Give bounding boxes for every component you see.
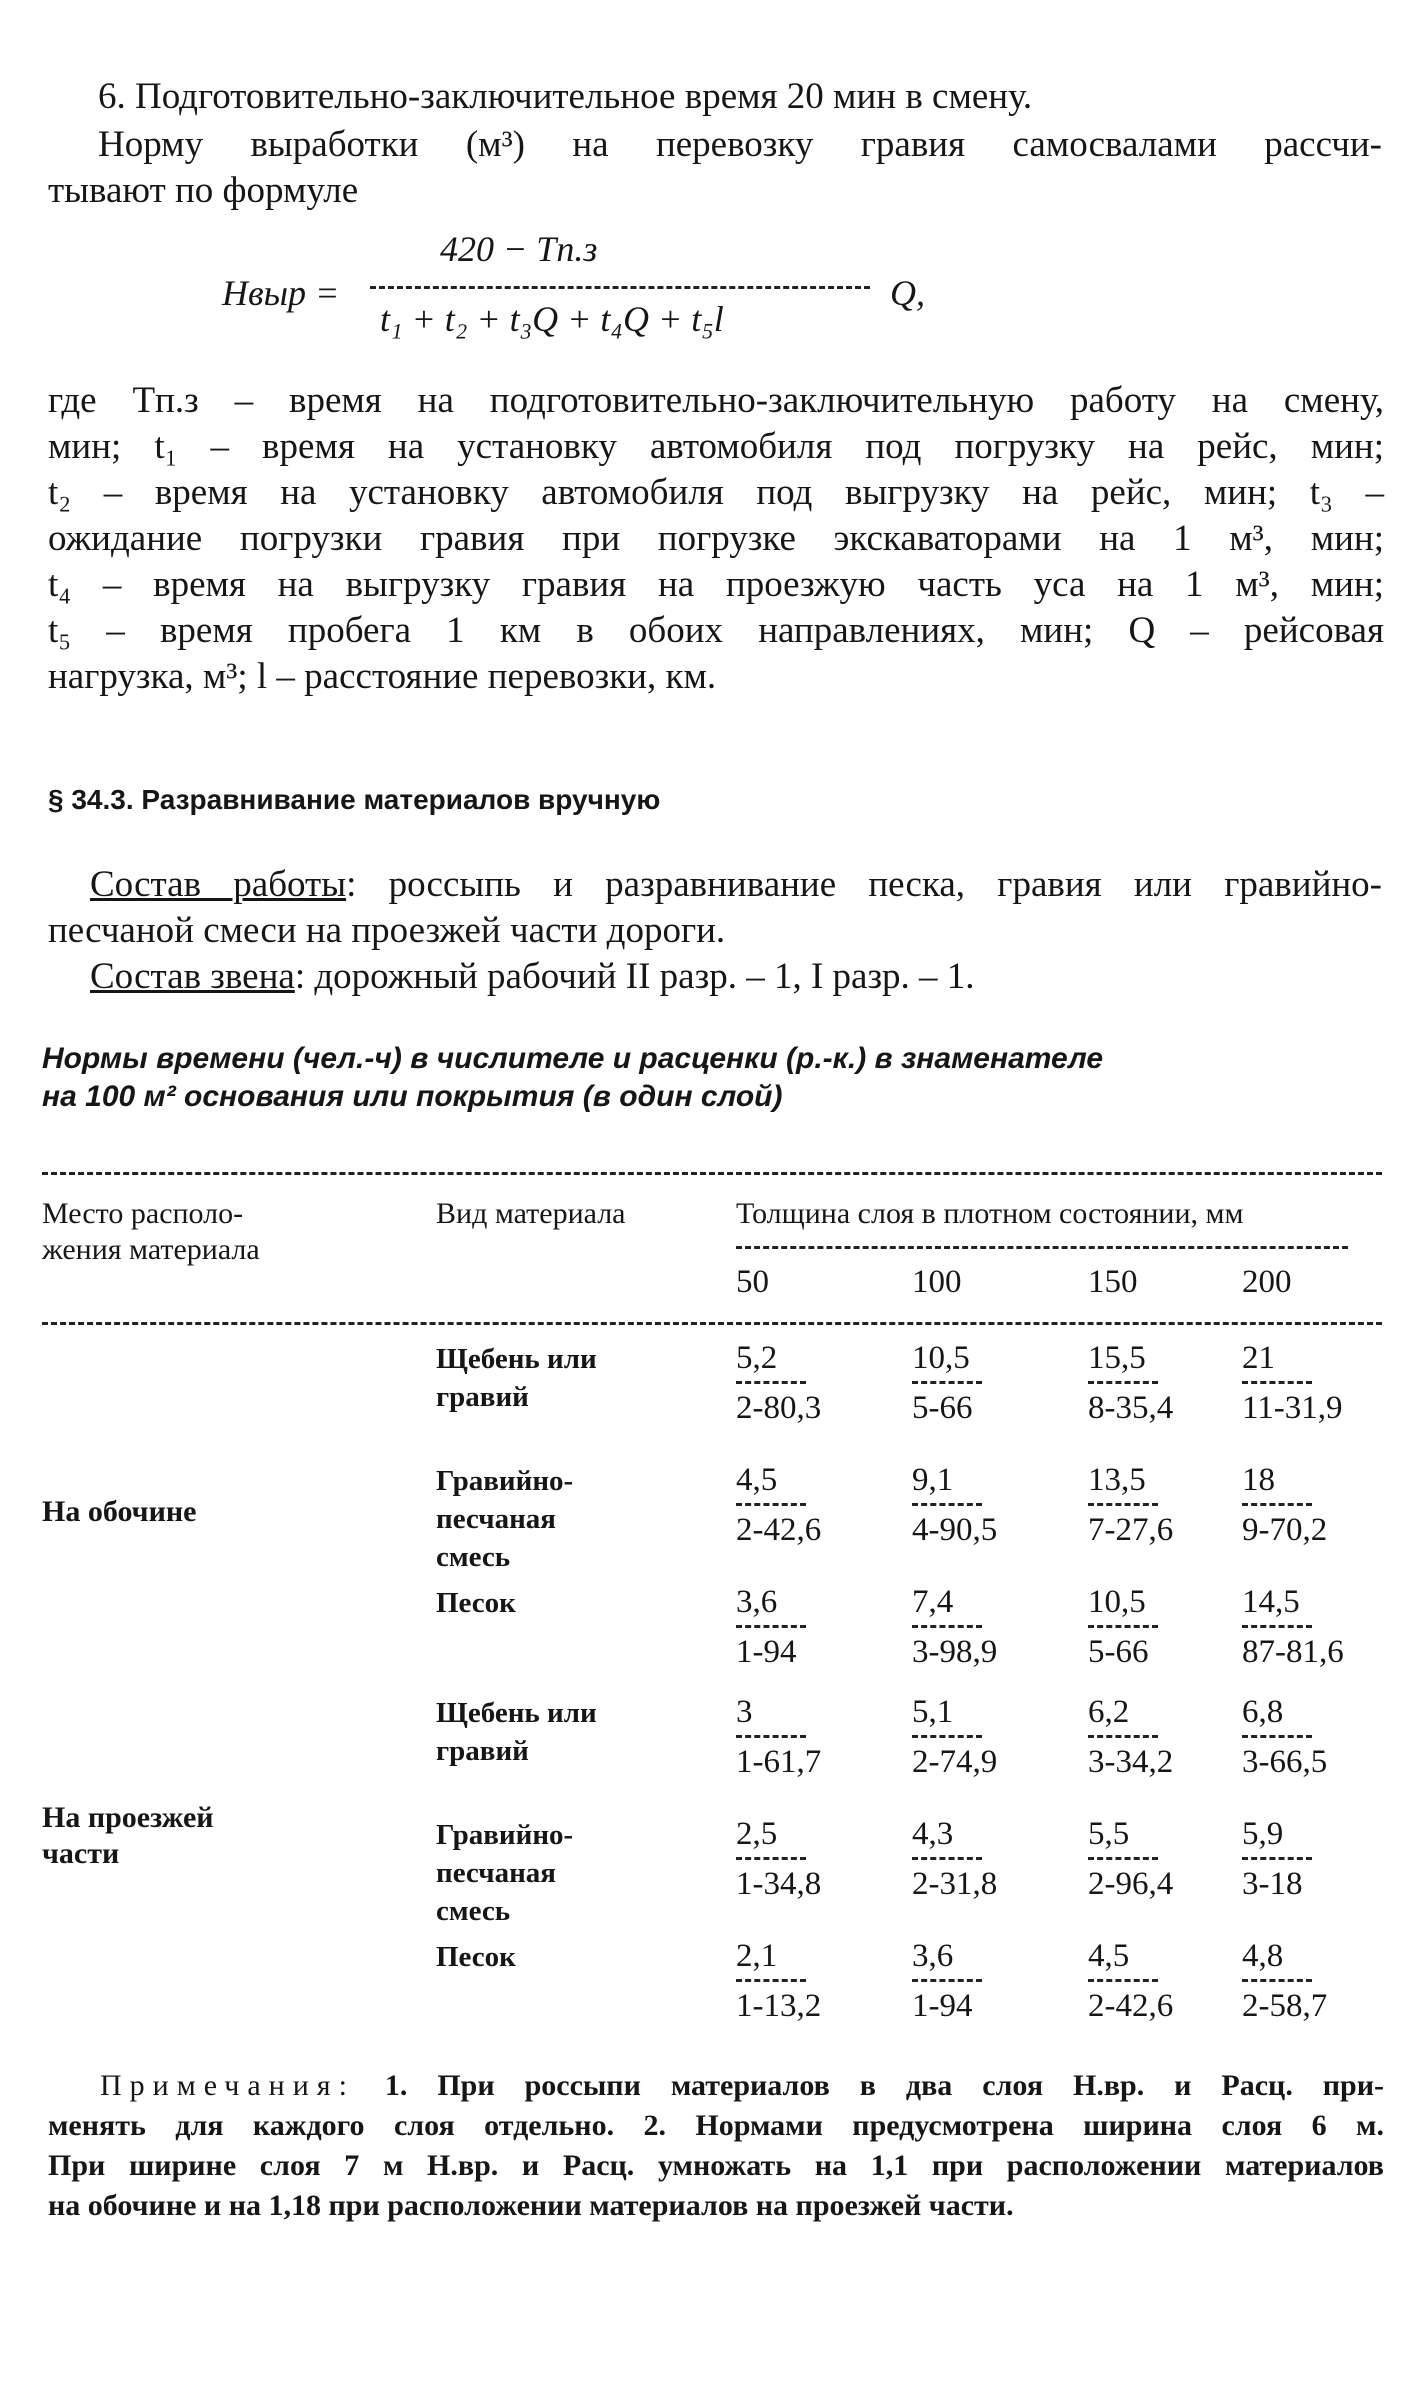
col-material-header: Вид материала bbox=[436, 1197, 626, 1230]
formula-numerator: 420 − Tп.з bbox=[440, 229, 598, 269]
material-name-line: Гравийно- bbox=[436, 1819, 574, 1851]
note-label: Примечания: bbox=[100, 2069, 355, 2102]
time-norm-value: 2,1 bbox=[736, 1938, 806, 1982]
table-top-rule bbox=[42, 1172, 1382, 1175]
rate-value: 1-94 bbox=[736, 1634, 797, 1670]
norm-cell bbox=[1088, 1694, 1173, 1781]
norm-cell bbox=[912, 1816, 997, 1903]
time-norm-value: 6,2 bbox=[1088, 1694, 1158, 1738]
rate-value: 7-27,6 bbox=[1088, 1512, 1174, 1548]
norm-cell bbox=[1088, 1816, 1173, 1903]
norm-cell bbox=[736, 1584, 806, 1671]
norm-cell bbox=[1088, 1340, 1173, 1427]
col-thickness-header: Толщина слоя в плотном состоянии, мм bbox=[736, 1197, 1244, 1230]
time-norm-value: 18 bbox=[1242, 1462, 1312, 1506]
material-name bbox=[436, 1340, 597, 1416]
time-norm-value: 4,5 bbox=[736, 1462, 806, 1506]
location-shoulder: На обочине bbox=[42, 1495, 197, 1528]
rate-value: 2-42,6 bbox=[736, 1512, 822, 1548]
crew-text: : дорожный рабочий II разр. – 1, I разр. – 1. bbox=[294, 956, 975, 997]
material-name-line: Песок bbox=[436, 1587, 516, 1619]
where-line-5: t₄ – время на выгрузку гравия на проезжую часть уса на 1 м³, мин; bbox=[48, 564, 1384, 605]
rate-value: 3-18 bbox=[1242, 1866, 1303, 1902]
work-text-2: песчаной смеси на проезжей части дороги. bbox=[48, 910, 726, 951]
thickness-200: 200 bbox=[1242, 1264, 1292, 1300]
note-line-3: При ширине слоя 7 м Н.вр. и Расц. умножать на 1,1 при расположении материалов bbox=[48, 2149, 1384, 2182]
thickness-subrule bbox=[736, 1246, 1348, 1249]
note-line-1: 1. При россыпи материалов в два слоя Н.вр. и Расц. при- bbox=[384, 2069, 1385, 2102]
norm-cell bbox=[736, 1694, 821, 1781]
rate-value: 3-66,5 bbox=[1242, 1744, 1328, 1780]
table-caption-line-1: Нормы времени (чел.-ч) в числителе и расценки (р.-к.) в знаменателе bbox=[42, 1042, 1104, 1075]
time-norm-value: 5,1 bbox=[912, 1694, 982, 1738]
col-location-header: Место располо- жения материала bbox=[42, 1197, 260, 1266]
thickness-100: 100 bbox=[912, 1264, 962, 1300]
rate-value: 2-80,3 bbox=[736, 1390, 822, 1426]
material-name-line: песчаная bbox=[436, 1857, 556, 1889]
where-line-1: где Tп.з – время на подготовительно-заключительную работу на смену, bbox=[48, 380, 1384, 421]
material-name-line: смесь bbox=[436, 1895, 511, 1927]
material-name bbox=[436, 1462, 573, 1576]
rate-value: 3-34,2 bbox=[1088, 1744, 1174, 1780]
time-norm-value: 14,5 bbox=[1242, 1584, 1312, 1628]
crew-composition bbox=[90, 954, 1380, 1000]
norm-cell bbox=[1088, 1938, 1173, 2025]
time-norm-value: 5,5 bbox=[1088, 1816, 1158, 1860]
time-norm-value: 4,3 bbox=[912, 1816, 982, 1860]
material-name bbox=[436, 1816, 573, 1930]
where-line-7: нагрузка, м³; l – расстояние перевозки, км. bbox=[48, 656, 717, 697]
rate-value: 2-31,8 bbox=[912, 1866, 998, 1902]
norm-cell bbox=[1088, 1584, 1158, 1671]
header-bottom-rule bbox=[42, 1322, 1382, 1325]
norm-cell bbox=[1088, 1462, 1173, 1549]
rate-value: 8-35,4 bbox=[1088, 1390, 1174, 1426]
rate-value: 5-66 bbox=[912, 1390, 973, 1426]
work-label: Состав работы bbox=[90, 864, 347, 905]
material-name-line: Песок bbox=[436, 1941, 516, 1973]
material-name-line: гравий bbox=[436, 1735, 529, 1767]
norm-cell bbox=[736, 1340, 821, 1427]
norm-cell bbox=[1242, 1816, 1312, 1903]
material-name-line: гравий bbox=[436, 1381, 529, 1413]
where-line-3: t₂ – время на установку автомобиля под выгрузку на рейс, мин; t₃ – bbox=[48, 472, 1384, 513]
norm-cell bbox=[1242, 1462, 1327, 1549]
norm-cell bbox=[912, 1462, 997, 1549]
where-line-4: ожидание погрузки гравия при погрузке экскаваторами на 1 м³, мин; bbox=[48, 518, 1384, 559]
rate-value: 2-96,4 bbox=[1088, 1866, 1174, 1902]
norm-cell bbox=[912, 1938, 982, 2025]
time-norm-value: 7,4 bbox=[912, 1584, 982, 1628]
note bbox=[48, 2066, 1384, 2226]
table-caption-line-2: на 100 м² основания или покрытия (в один слой) bbox=[42, 1080, 783, 1113]
norm-line-2: тывают по формуле bbox=[48, 170, 359, 211]
rate-value: 1-34,8 bbox=[736, 1866, 822, 1902]
norm-cell bbox=[912, 1694, 997, 1781]
norm-cell bbox=[1242, 1340, 1343, 1427]
material-name bbox=[436, 1694, 597, 1770]
material-name-line: песчаная bbox=[436, 1503, 556, 1535]
norm-cell bbox=[1242, 1584, 1344, 1671]
work-text: : россыпь и разравнивание песка, гравия или гравийно- bbox=[346, 864, 1383, 905]
rate-value: 2-58,7 bbox=[1242, 1988, 1328, 2024]
where-line-2: мин; t₁ – время на установку автомобиля под погрузку на рейс, мин; bbox=[48, 426, 1384, 467]
thickness-50: 50 bbox=[736, 1264, 769, 1300]
norm-line-1: Норму выработки (м³) на перевозку гравия самосвалами рассчи- bbox=[98, 124, 1382, 165]
rate-value: 2-42,6 bbox=[1088, 1988, 1174, 2024]
work-composition bbox=[90, 862, 1382, 908]
rate-value: 87-81,6 bbox=[1242, 1634, 1344, 1670]
time-norm-value: 3,6 bbox=[736, 1584, 806, 1628]
time-norm-value: 10,5 bbox=[1088, 1584, 1158, 1628]
rate-value: 4-90,5 bbox=[912, 1512, 998, 1548]
time-norm-value: 21 bbox=[1242, 1340, 1312, 1384]
rate-value: 5-66 bbox=[1088, 1634, 1149, 1670]
rate-value: 11-31,9 bbox=[1242, 1390, 1343, 1426]
time-norm-value: 3,6 bbox=[912, 1938, 982, 1982]
norm-cell bbox=[912, 1340, 982, 1427]
material-name bbox=[436, 1938, 516, 1976]
rate-value: 1-61,7 bbox=[736, 1744, 822, 1780]
time-norm-value: 2,5 bbox=[736, 1816, 806, 1860]
time-norm-value: 6,8 bbox=[1242, 1694, 1312, 1738]
formula-factor: Q, bbox=[890, 273, 925, 313]
norm-cell bbox=[736, 1816, 821, 1903]
time-norm-value: 5,2 bbox=[736, 1340, 806, 1384]
norm-cell bbox=[1242, 1694, 1327, 1781]
norm-cell bbox=[1242, 1938, 1327, 2025]
crew-label: Состав звена bbox=[90, 956, 295, 997]
time-norm-value: 15,5 bbox=[1088, 1340, 1158, 1384]
time-norm-value: 3 bbox=[736, 1694, 806, 1738]
thickness-150: 150 bbox=[1088, 1264, 1138, 1300]
rate-value: 1-13,2 bbox=[736, 1988, 822, 2024]
where-line-6: t₅ – время пробега 1 км в обоих направлениях, мин; Q – рейсовая bbox=[48, 610, 1384, 651]
formula-denominator: t₁ + t₂ + t₃Q + t₄Q + t₅l bbox=[380, 299, 724, 339]
time-norm-value: 13,5 bbox=[1088, 1462, 1158, 1506]
formula-lhs: Hвыр = bbox=[222, 273, 340, 313]
material-name-line: Щебень или bbox=[436, 1697, 597, 1729]
material-name-line: Щебень или bbox=[436, 1343, 597, 1375]
note-line-2: менять для каждого слоя отдельно. 2. Нормами предусмотрена ширина слоя 6 м. bbox=[48, 2109, 1384, 2142]
time-norm-value: 10,5 bbox=[912, 1340, 982, 1384]
item-6: 6. Подготовительно-заключительное время 20 мин в смену. bbox=[98, 76, 1033, 117]
material-name-line: смесь bbox=[436, 1541, 511, 1573]
norm-cell bbox=[736, 1938, 821, 2025]
material-name bbox=[436, 1584, 516, 1622]
material-name-line: Гравийно- bbox=[436, 1465, 574, 1497]
formula-fraction-line bbox=[370, 286, 870, 289]
time-norm-value: 4,8 bbox=[1242, 1938, 1312, 1982]
rate-value: 3-98,9 bbox=[912, 1634, 998, 1670]
note-line-4: на обочине и на 1,18 при расположении материалов на проезжей части. bbox=[48, 2189, 1014, 2222]
norm-cell bbox=[736, 1462, 821, 1549]
time-norm-value: 4,5 bbox=[1088, 1938, 1158, 1982]
time-norm-value: 5,9 bbox=[1242, 1816, 1312, 1860]
rate-value: 9-70,2 bbox=[1242, 1512, 1328, 1548]
rate-value: 1-94 bbox=[912, 1988, 973, 2024]
rate-value: 2-74,9 bbox=[912, 1744, 998, 1780]
time-norm-value: 9,1 bbox=[912, 1462, 982, 1506]
section-heading: § 34.3. Разравнивание материалов вручную bbox=[48, 784, 661, 815]
location-roadway: На проезжей части bbox=[42, 1801, 214, 1870]
norm-cell bbox=[912, 1584, 997, 1671]
